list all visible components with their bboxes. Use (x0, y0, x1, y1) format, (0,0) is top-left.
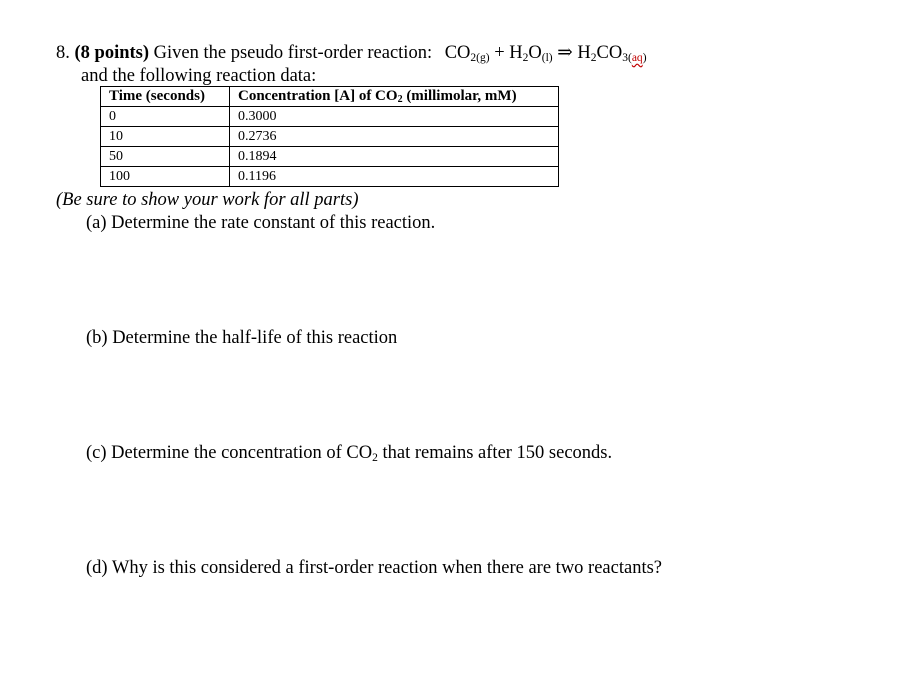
table-header-row (101, 87, 559, 107)
h2o-subscript: 2 (522, 52, 529, 64)
table-row (101, 147, 559, 167)
reaction-equation (445, 43, 647, 63)
question-number: 8. (56, 43, 70, 63)
question-continuation: and the following reaction data: (81, 66, 317, 86)
conc-cell: 0.3000 (230, 107, 559, 127)
h2o-h: H (509, 43, 523, 63)
spellcheck-underline: aq (631, 52, 643, 64)
time-cell: 10 (101, 127, 230, 147)
question-header (56, 42, 647, 64)
header-concentration: Concentration [A] of $CO_2$ (millimolar, mM) (230, 87, 559, 107)
reaction-arrow: ⇒ (557, 43, 573, 63)
reaction-data-table (100, 86, 559, 187)
h2co3-subscript-2: 3 (622, 52, 628, 64)
table-row (101, 127, 559, 147)
conc-cell: 0.1196 (230, 167, 559, 187)
question-points: (8 points) (74, 43, 150, 63)
time-cell: 0 (101, 107, 230, 127)
table-row (101, 167, 559, 187)
h2co3-co: CO (596, 43, 623, 63)
header-time: Time (seconds) (101, 87, 230, 107)
conc-cell: 0.1894 (230, 147, 559, 167)
work-note: (Be sure to show your work for all parts) (56, 190, 359, 210)
part-a: (a) Determine the rate constant of this reaction. (86, 213, 436, 233)
part-b: (b) Determine the half-life of this reaction (86, 328, 398, 348)
plus-sign: + (494, 43, 505, 63)
table-row (101, 107, 559, 127)
co2-phase: (g) (476, 52, 490, 64)
time-cell: 50 (101, 147, 230, 167)
part-d: (d) Why is this considered a first-order reaction when there are two reactants? (86, 558, 663, 578)
conc-cell: 0.2736 (230, 127, 559, 147)
question-intro: Given the pseudo first-order reaction: (153, 43, 433, 63)
co2-subscript: 2 (470, 52, 477, 64)
h2co3-phase: (aq) (627, 52, 647, 64)
co2-formula: CO (444, 43, 471, 63)
co2-subscript: 2 (372, 452, 378, 464)
h2o-phase: (l) (541, 52, 553, 64)
time-cell: 100 (101, 167, 230, 187)
part-c: (c) Determine the concentration of $CO_2$ that remains after 150 seconds. (86, 443, 613, 464)
h2co3-h: H (577, 43, 591, 63)
h2o-o: O (528, 43, 542, 63)
h2co3-subscript-1: 2 (590, 52, 597, 64)
